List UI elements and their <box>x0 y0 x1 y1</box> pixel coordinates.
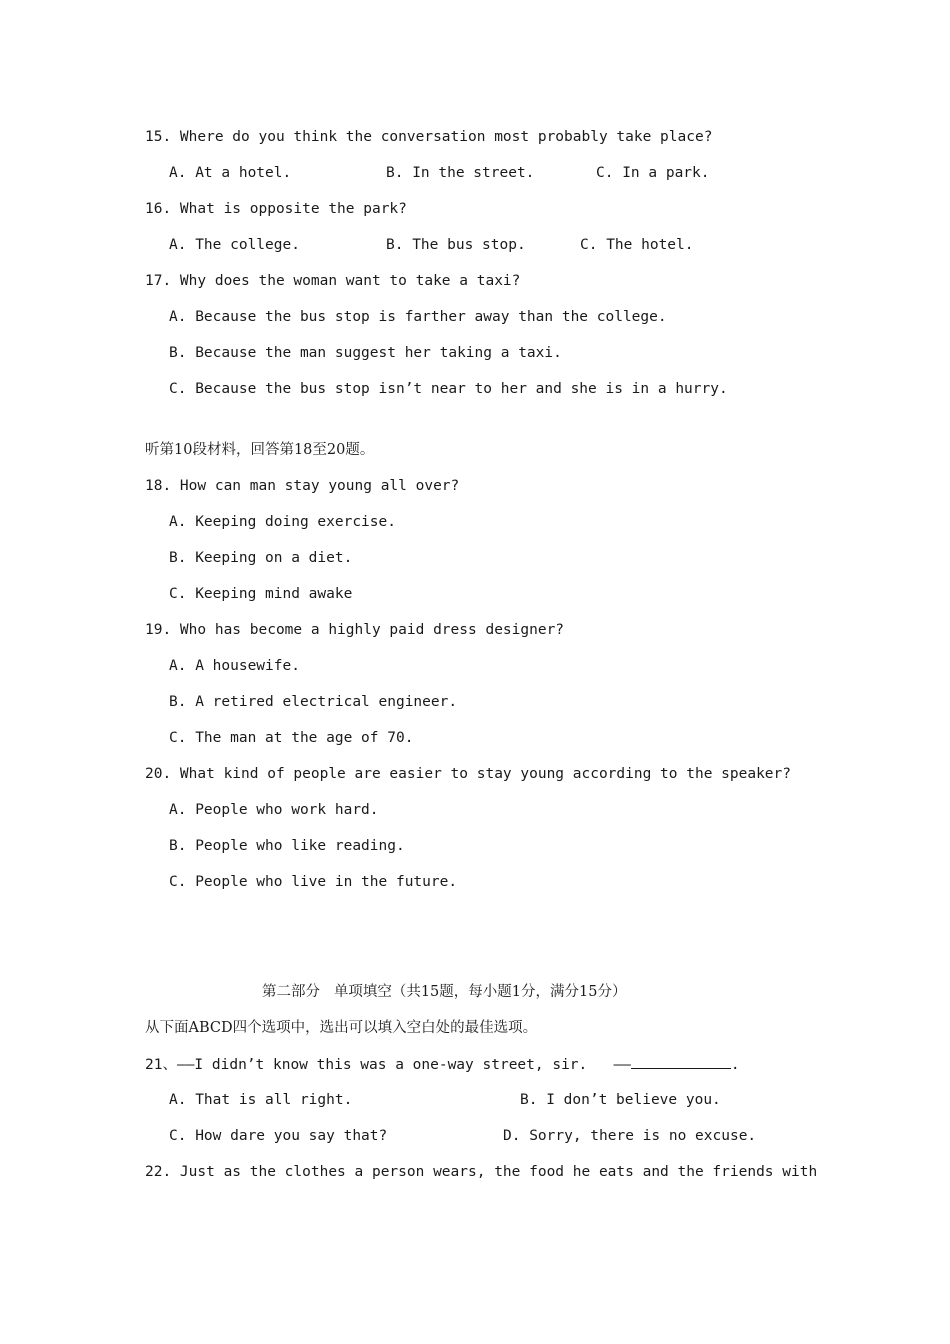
option-c: C. The hotel. <box>580 237 694 253</box>
option-b: B. Keeping on a diet. <box>169 550 353 566</box>
question-stem: 19. Who has become a highly paid dress designer? <box>145 622 565 638</box>
option-b: B. People who like reading. <box>169 838 405 854</box>
section-instruction: 听第10段材料，回答第18至20题。 <box>145 442 375 458</box>
option-a: A. The college. <box>169 237 300 253</box>
option-c: C. Because the bus stop isn’t near to her and she is in a hurry. <box>169 381 728 397</box>
option-b: B. Because the man suggest her taking a taxi. <box>169 345 562 361</box>
option-b: B. The bus stop. <box>386 237 526 253</box>
option-a: A. Keeping doing exercise. <box>169 514 396 530</box>
question-stem: 20. What kind of people are easier to stay young according to the speaker? <box>145 766 792 782</box>
option-b: B. A retired electrical engineer. <box>169 694 458 710</box>
question-stem: 18. How can man stay young all over? <box>145 478 460 494</box>
question-stem: 17. Why does the woman want to take a taxi? <box>145 273 521 289</box>
option-a: A. Because the bus stop is farther away than the college. <box>169 309 667 325</box>
option-a: A. A housewife. <box>169 658 300 674</box>
option-c: C. In a park. <box>596 165 710 181</box>
option-b: B. In the street. <box>386 165 535 181</box>
option-a: A. People who work hard. <box>169 802 379 818</box>
q22-stem: 22. Just as the clothes a person wears, the food he eats and the friends with <box>145 1164 818 1180</box>
option-c: C. Keeping mind awake <box>169 586 353 602</box>
part-title: 第二部分 单项填空（共15题，每小题1分，满分15分） <box>262 984 627 1000</box>
option-c: C. People who live in the future. <box>169 874 458 890</box>
question-stem: 21、——I didn’t know this was a one-way street, sir. —— . <box>145 1054 740 1075</box>
option-c: C. How dare you say that? <box>169 1128 388 1144</box>
option-d: D. Sorry, there is no excuse. <box>503 1128 757 1144</box>
question-stem: 16. What is opposite the park? <box>145 201 407 217</box>
option-a: A. That is all right. <box>169 1092 353 1108</box>
part-instruction: 从下面ABCD四个选项中，选出可以填入空白处的最佳选项。 <box>145 1020 538 1036</box>
option-b: B. I don’t believe you. <box>520 1092 721 1108</box>
answer-blank <box>631 1054 731 1069</box>
question-stem: 15. Where do you think the conversation most probably take place? <box>145 129 713 145</box>
option-c: C. The man at the age of 70. <box>169 730 414 746</box>
option-a: A. At a hotel. <box>169 165 292 181</box>
